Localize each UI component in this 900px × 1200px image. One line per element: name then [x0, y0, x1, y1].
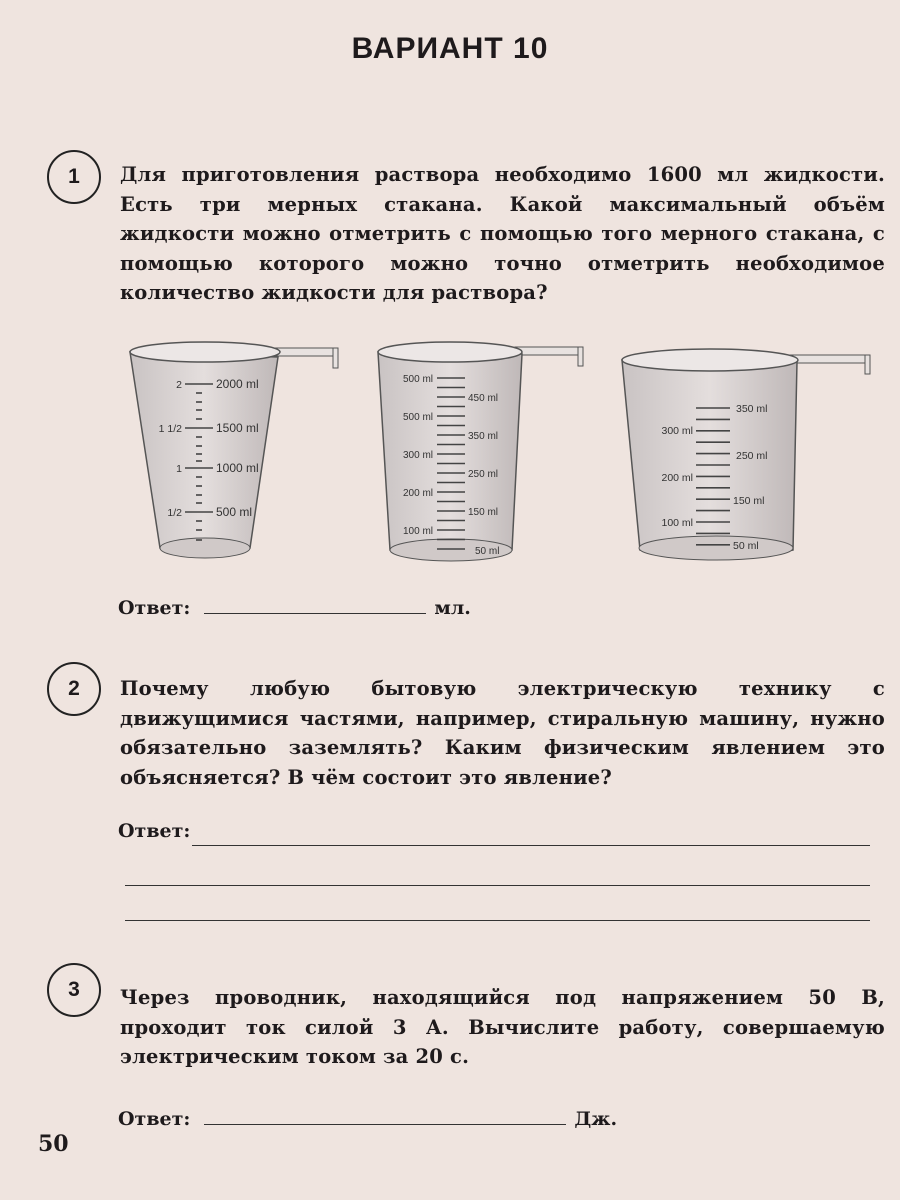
cup1-left-label: 1/2	[167, 507, 182, 519]
cup2-left-label: 500 ml	[402, 374, 433, 385]
measuring-cup-500ml	[378, 342, 583, 561]
cup1-right-label: 1000 ml	[216, 461, 259, 475]
answer-label: Ответ:	[118, 597, 191, 619]
cup1-right-label: 2000 ml	[216, 377, 259, 391]
answer-label-2: Ответ:	[118, 820, 191, 842]
question-number-2: 2	[47, 662, 101, 716]
cup3-right-label: 250 ml	[736, 450, 768, 462]
answer-line[interactable]	[125, 885, 870, 886]
cup2-right-label: 150 ml	[468, 507, 499, 518]
answer-input-3[interactable]	[204, 1106, 566, 1125]
question-number-1: 1	[47, 150, 101, 204]
answer-input-1[interactable]	[204, 595, 426, 614]
cup1-right-label: 1500 ml	[216, 421, 259, 435]
answer-row-1	[118, 595, 471, 619]
cup1-left-label: 2	[176, 379, 182, 391]
cup1-right-label: 500 ml	[216, 505, 253, 519]
cup2-left-label: 500 ml	[402, 412, 433, 423]
cup2-right-label: 350 ml	[468, 431, 499, 442]
measuring-cup-2000ml	[130, 342, 338, 558]
cup3-left-label: 300 ml	[661, 425, 693, 437]
cup2-right-label: 250 ml	[468, 469, 499, 480]
cup3-right-label: 350 ml	[736, 403, 768, 415]
question-text-3: Через проводник, находящийся под напряжением 50 В, проходит ток силой 3 А. Вычислите работу, совершаемую электрическим током за 20 с.	[120, 986, 885, 1068]
cup3-left-label: 100 ml	[661, 517, 693, 529]
page-title: ВАРИАНТ 10	[351, 32, 549, 65]
cup2-right-label: 50 ml	[475, 546, 500, 557]
answer-line[interactable]	[125, 920, 870, 921]
cup2-left-label: 100 ml	[402, 526, 433, 537]
question-number-3: 3	[47, 963, 101, 1017]
answer-line[interactable]	[192, 845, 870, 846]
cup2-left-label: 200 ml	[402, 488, 433, 499]
answer-row-3	[118, 1106, 617, 1130]
question-text-1: Для приготовления раствора необходимо 1600 мл жидкости. Есть три мерных стакана. Какой максимальный объём жидкости можно отметрить с помощью того мерного стакана, с помощью которого можно точно отметрить необходимое количество жидкости для раствора?	[120, 163, 885, 304]
page-number: 50	[38, 1131, 69, 1157]
cup1-left-label: 1	[176, 463, 182, 475]
answer-unit: мл.	[434, 597, 471, 619]
measuring-cup-350ml	[622, 349, 870, 560]
cup3-right-label: 50 ml	[733, 540, 759, 552]
cup1-left-label: 1 1/2	[158, 423, 182, 435]
cup2-left-label: 300 ml	[402, 450, 433, 461]
question-text-2: Почему любую бытовую электрическую технику с движущимися частями, например, стиральную машину, нужно обязательно заземлять? Каким физическим явлением это объясняется? В чём состоит это явление?	[120, 677, 885, 789]
answer-label: Ответ:	[118, 1108, 191, 1130]
cup3-left-label: 200 ml	[661, 472, 693, 484]
answer-unit: Дж.	[574, 1108, 618, 1130]
cup2-right-label: 450 ml	[468, 393, 499, 404]
cup3-right-label: 150 ml	[733, 495, 765, 507]
